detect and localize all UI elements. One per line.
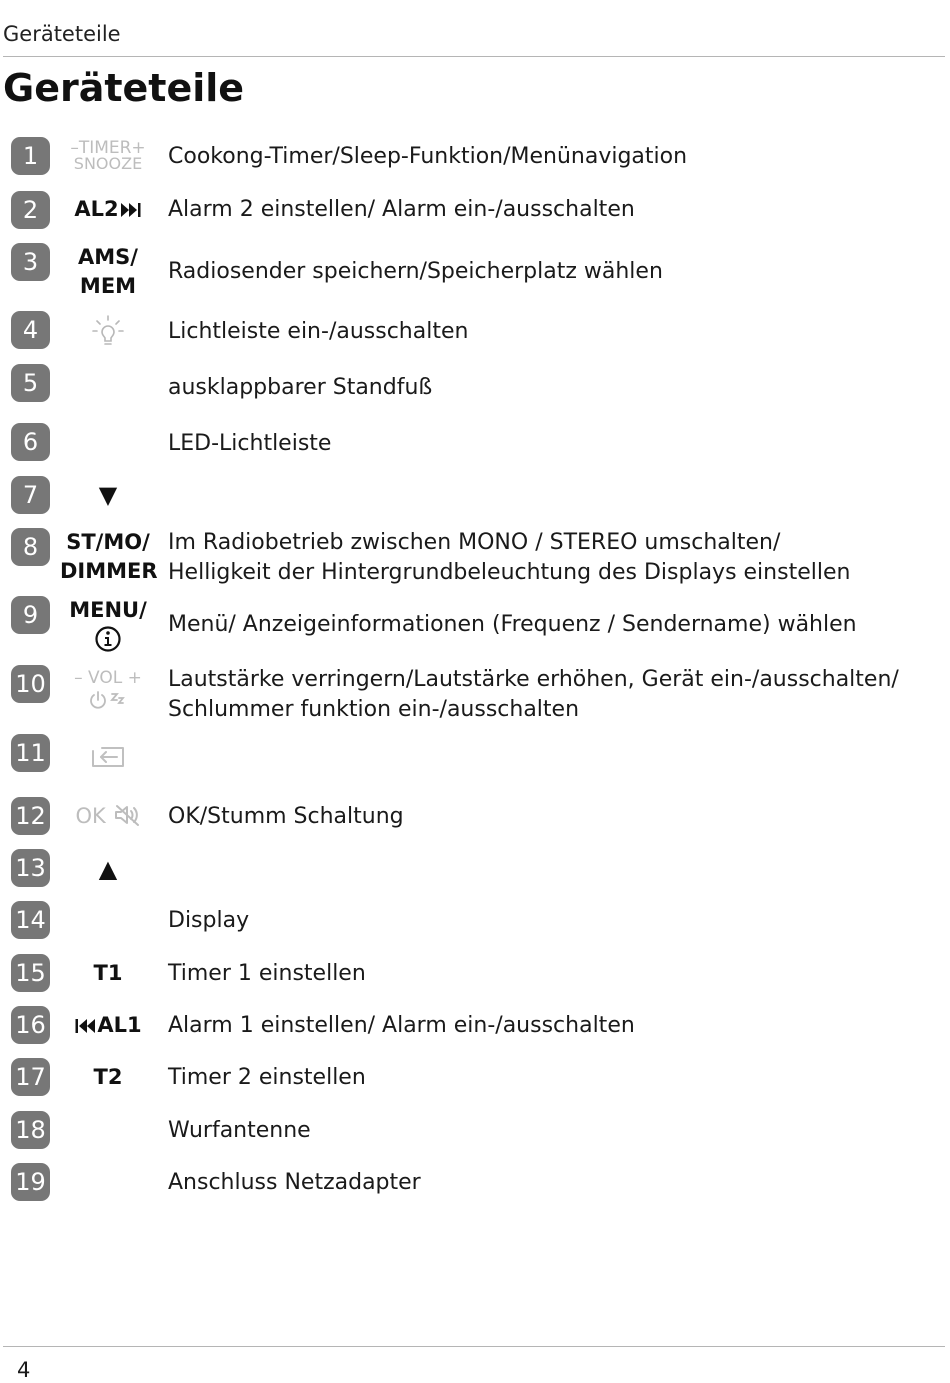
symbol-line: MEM (79, 274, 137, 298)
item-description: Lichtleiste ein-/ausschalten (168, 319, 469, 344)
item-description: ausklappbarer Standfuß (168, 375, 433, 400)
input-source-icon (88, 744, 128, 770)
item-description: Wurfantenne (168, 1118, 311, 1143)
t1-symbol: T1 (93, 961, 123, 985)
timer-snooze-symbol (60, 140, 156, 172)
description-line: Lautstärke verringern/Lautstärke erhöhen, Gerät ein-/ausschalten/ (168, 667, 899, 692)
item-number-badge: 15 (11, 954, 50, 992)
item-number-badge: 10 (11, 665, 50, 703)
item-description: Alarm 1 einstellen/ Alarm ein-/ausschalten (168, 1013, 635, 1038)
description-line: Im Radiobetrieb zwischen MONO / STEREO umschalten/ (168, 530, 781, 555)
item-number-badge: 18 (11, 1111, 50, 1149)
item-number-badge: 8 (11, 528, 50, 566)
item-number-badge: 14 (11, 901, 50, 939)
symbol-text: OK (75, 804, 106, 828)
item-description: Timer 1 einstellen (168, 961, 366, 986)
item-description: OK/Stumm Schaltung (168, 804, 404, 829)
item-description: Alarm 2 einstellen/ Alarm ein-/ausschalten (168, 197, 635, 222)
light-symbol (60, 313, 156, 353)
item-description: Timer 2 einstellen (168, 1065, 366, 1090)
input-symbol (60, 744, 156, 774)
item-number-badge: 1 (11, 137, 50, 175)
page-number: 4 (17, 1358, 31, 1382)
mute-icon (113, 803, 141, 827)
item-number-badge: 16 (11, 1006, 50, 1044)
down-triangle-icon: ▼ (98, 481, 118, 509)
item-number-badge: 5 (11, 364, 50, 402)
item-description: Menü/ Anzeigeinformationen (Frequenz / Sendername) wählen (168, 612, 857, 637)
volume-symbol (60, 667, 156, 717)
item-number-badge: 12 (11, 797, 50, 835)
item-number-badge: 6 (11, 423, 50, 461)
item-description: Display (168, 908, 250, 933)
t2-symbol: T2 (93, 1065, 123, 1089)
item-description: Anschluss Netzadapter (168, 1170, 421, 1195)
item-number-badge: 3 (11, 243, 50, 281)
header-rule (3, 56, 945, 57)
item-description (168, 665, 899, 725)
item-number-badge: 11 (11, 734, 50, 772)
description-line: Schlummer funktion ein-/ausschalten (168, 697, 580, 722)
description-line: Helligkeit der Hintergrundbeleuchtung des Displays einstellen (168, 560, 851, 585)
item-description: LED-Lichtleiste (168, 431, 332, 456)
item-number-badge: 2 (11, 191, 50, 229)
ok-mute-symbol (60, 801, 156, 831)
symbol-line: –TIMER+ (70, 138, 146, 158)
page-heading: Geräteteile (3, 66, 245, 110)
symbol-line: ST/MO/ (66, 530, 150, 554)
item-number-badge: 19 (11, 1163, 50, 1201)
info-icon (94, 625, 122, 653)
item-number-badge: 17 (11, 1058, 50, 1096)
al2-symbol (60, 195, 156, 224)
al1-symbol (60, 1011, 156, 1040)
symbol-line: – VOL + (74, 668, 142, 688)
item-number-badge: 7 (11, 476, 50, 514)
menu-info-symbol (60, 596, 156, 657)
symbol-line: SNOOZE (73, 154, 143, 173)
symbol-line: MENU/ (69, 598, 147, 622)
item-description (168, 528, 850, 588)
header-title: Geräteteile (3, 22, 121, 46)
up-triangle-icon: ▲ (98, 855, 118, 883)
item-number-badge: 13 (11, 849, 50, 887)
power-sleep-icon (78, 689, 138, 713)
skip-forward-icon (120, 202, 142, 218)
ams-mem-symbol (60, 243, 156, 301)
symbol-text: AL2 (74, 197, 119, 221)
light-bulb-icon (91, 313, 125, 349)
item-number-badge: 4 (11, 311, 50, 349)
item-description: Cookong-Timer/Sleep-Funktion/Menünavigation (168, 144, 688, 169)
item-description: Radiosender speichern/Speicherplatz wählen (168, 259, 663, 284)
symbol-text: AL1 (97, 1013, 142, 1037)
symbol-line: DIMMER (60, 559, 158, 583)
footer-rule (3, 1346, 945, 1347)
symbol-line: AMS/ (78, 245, 138, 269)
st-mo-dimmer-symbol (60, 528, 156, 586)
item-number-badge: 9 (11, 596, 50, 634)
skip-back-icon (74, 1018, 96, 1034)
